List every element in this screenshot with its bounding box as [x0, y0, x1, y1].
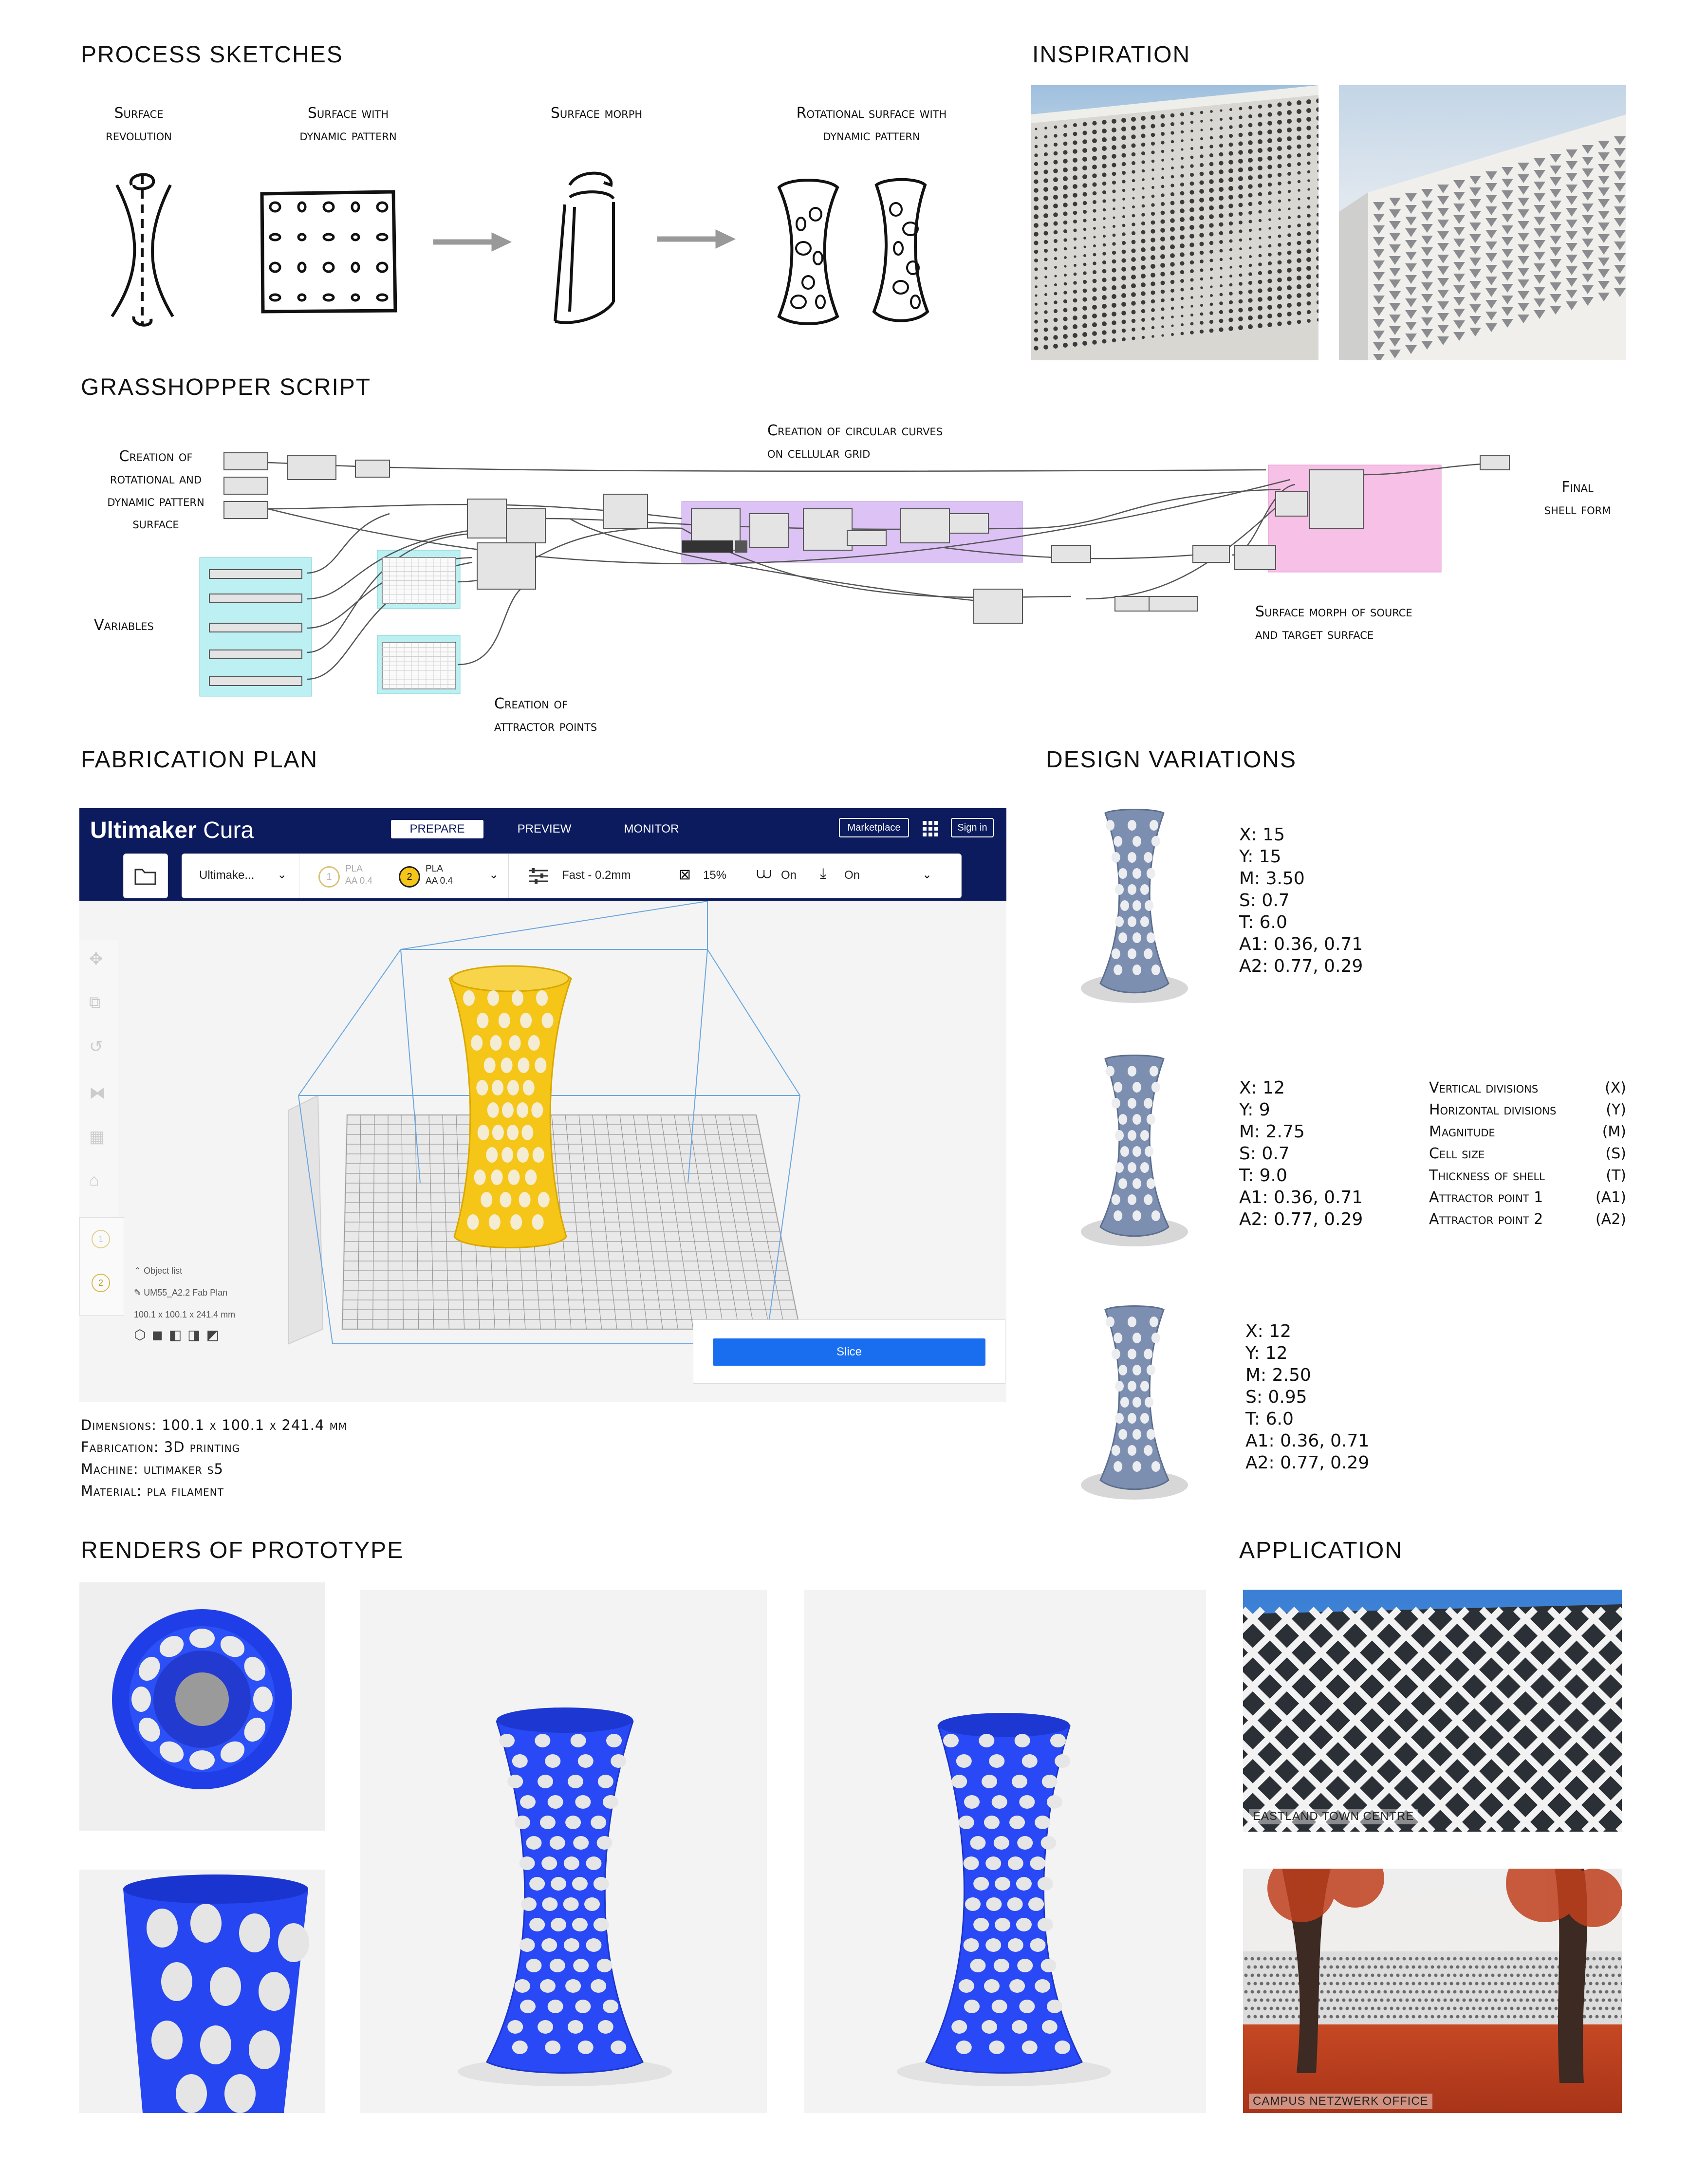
application-photo-2-label: CAMPUS NETZWERK OFFICE: [1249, 2094, 1432, 2109]
marketplace-button[interactable]: Marketplace: [839, 818, 909, 837]
application-photo-2: [1243, 1869, 1622, 2113]
grasshopper-canvas: [195, 436, 1529, 738]
surface-morph-sketch: [555, 173, 613, 323]
chevron-down-icon: ⌄: [277, 868, 287, 881]
apps-grid-icon[interactable]: [922, 820, 939, 837]
inspiration-photo-2: [1339, 85, 1626, 360]
render-detail-view: [79, 1870, 325, 2113]
sliders-icon: [528, 868, 549, 884]
slice-button[interactable]: Slice: [713, 1338, 985, 1366]
extruder-1[interactable]: 1 PLA AA 0.4: [304, 854, 387, 898]
gh-label-morph: Surface morph of source and target surface: [1255, 603, 1412, 643]
extruder-1-badge: 1: [318, 866, 340, 888]
section-title-application: APPLICATION: [1239, 1538, 1403, 1563]
move-tool-icon[interactable]: ✥: [89, 950, 103, 968]
gh-label-final: Final shell form: [1544, 479, 1611, 518]
pattern-dots: [270, 203, 387, 300]
application-photo-1-label: EASTLAND TOWN CENTRE: [1249, 1809, 1418, 1824]
support-icon: ⩊: [757, 866, 772, 882]
tab-prepare[interactable]: PREPARE: [391, 820, 483, 838]
variation-model-1: [1071, 803, 1198, 1018]
extruder-2[interactable]: 2 PLA AA 0.4 ⌄: [391, 854, 509, 898]
section-title-process: PROCESS SKETCHES: [81, 42, 343, 68]
parameter-legend: Vertical divisions (X) Horizontal divisions (Y) Magnitude (M) Cell size (S) Thickness of shell (T) Attractor point 1 (A1) Attractor point 2 (A2): [1429, 1079, 1626, 1228]
cura-window: [79, 808, 1006, 1402]
printed-model: [449, 966, 571, 1248]
gh-label-curves: Creation of circular curves on cellular grid: [767, 422, 943, 462]
gh-label-attractor: Creation of attractor points: [494, 695, 597, 735]
adhesion-icon: ⤓: [820, 866, 827, 882]
chevron-up-icon: ⌃: [134, 1266, 144, 1276]
variation-model-2: [1071, 1049, 1198, 1259]
process-sketches-drawing: [88, 156, 1003, 341]
fabrication-info: Dimensions: 100.1 x 100.1 x 241.4 mm Fabrication: 3D printing Machine: ultimaker s5 Material: pla filament: [81, 1417, 348, 1499]
variation-values-3: X: 12 Y: 12 M: 2.50 S: 0.95 T: 6.0 A1: 0.36, 0.71 A2: 0.77, 0.29: [1245, 1321, 1370, 1473]
extruder-side-panel: [79, 1217, 124, 1316]
section-title-renders: RENDERS OF PROTOTYPE: [81, 1538, 404, 1563]
object-dimensions: 100.1 x 100.1 x 241.4 mm: [134, 1310, 236, 1319]
tab-preview[interactable]: PREVIEW: [517, 822, 572, 835]
gh-label-rotational: Creation of rotational and dynamic pattern surface: [107, 448, 204, 532]
infill-icon: ⊠: [679, 867, 691, 883]
section-title-inspiration: INSPIRATION: [1032, 42, 1191, 68]
scale-tool-icon[interactable]: ⧉: [89, 993, 101, 1012]
section-title-fabrication: FABRICATION PLAN: [81, 747, 318, 773]
chevron-down-icon: ⌄: [922, 868, 932, 881]
cura-logo: Ultimaker Cura: [90, 817, 254, 843]
variation-values-2: X: 12 Y: 9 M: 2.75 S: 0.7 T: 9.0 A1: 0.36, 0.71 A2: 0.77, 0.29: [1239, 1078, 1363, 1229]
sketch-caption-1: Surface revolution: [106, 105, 172, 144]
extruder-side-1[interactable]: 1: [92, 1230, 110, 1248]
render-top-view: [79, 1582, 325, 1831]
view-cube-icons[interactable]: ⬡◼◧◨◩: [134, 1327, 225, 1342]
sketch-caption-4: Rotational surface with dynamic pattern: [796, 105, 947, 144]
pencil-icon: ✎: [134, 1288, 144, 1298]
per-model-settings-icon[interactable]: ▦: [89, 1128, 105, 1146]
surface-revolution-sketch: [112, 175, 173, 326]
tool-sidebar: [79, 940, 118, 1232]
inspiration-photo-1: [1031, 85, 1318, 360]
print-settings-selector[interactable]: Fast - 0.2mm ⊠ 15% ⩊ On ⤓ On ⌄: [518, 854, 956, 898]
sketch-caption-2: Surface with dynamic pattern: [299, 105, 397, 144]
printer-settings-bar: [182, 854, 962, 898]
application-photo-1: [1243, 1590, 1622, 1832]
rotate-tool-icon[interactable]: ↺: [89, 1038, 103, 1056]
variation-model-3: [1071, 1300, 1198, 1514]
folder-icon: [124, 854, 167, 898]
extruder-side-2[interactable]: 2: [92, 1274, 110, 1292]
variation-values-1: X: 15 Y: 15 M: 3.50 S: 0.7 T: 6.0 A1: 0.36, 0.71 A2: 0.77, 0.29: [1239, 825, 1363, 976]
sketch-caption-3: Surface morph: [550, 105, 643, 122]
gh-label-variables: Variables: [94, 617, 154, 634]
printer-selector[interactable]: Ultimake... ⌄: [182, 854, 299, 898]
mirror-tool-icon[interactable]: ⧓: [89, 1084, 106, 1102]
chevron-down-icon: ⌄: [489, 868, 499, 881]
section-title-grasshopper: GRASSHOPPER SCRIPT: [81, 374, 371, 400]
render-front-view-2: [804, 1590, 1206, 2113]
render-front-view-1: [360, 1590, 767, 2113]
open-file-button[interactable]: [123, 854, 168, 898]
extruder-2-badge: 2: [399, 866, 420, 888]
tab-monitor[interactable]: MONITOR: [624, 822, 679, 835]
object-list-toggle[interactable]: ⌃ Object list: [134, 1266, 183, 1276]
slice-panel: [693, 1319, 1005, 1384]
section-title-variations: DESIGN VARIATIONS: [1046, 747, 1297, 773]
sign-in-button[interactable]: Sign in: [951, 818, 994, 837]
object-name: ✎ UM55_A2.2 Fab Plan: [134, 1288, 228, 1298]
support-blocker-icon[interactable]: ⌂: [89, 1171, 99, 1189]
